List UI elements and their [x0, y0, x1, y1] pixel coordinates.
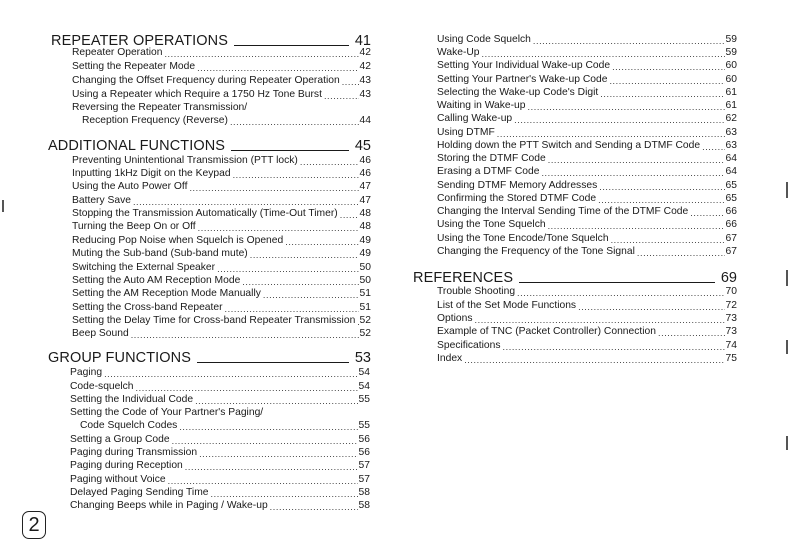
toc-entry[interactable]: Setting Your Individual Wake-up Code ..... 60	[437, 60, 737, 72]
page-number: 2	[22, 511, 46, 539]
toc-entry[interactable]: Paging without Voice ..... 57	[70, 474, 370, 486]
rule	[197, 362, 349, 363]
toc-entry[interactable]: Muting the Sub-band (Sub-band mute) ..... 49	[72, 248, 371, 260]
section-title: GROUP FUNCTIONS	[48, 350, 192, 366]
section-title: ADDITIONAL FUNCTIONS	[48, 138, 226, 154]
toc-entry[interactable]: Setting the Repeater Mode ..... 42	[72, 61, 371, 73]
section-page: 41	[354, 33, 371, 49]
section-heading-references[interactable]	[413, 270, 737, 286]
toc-entry[interactable]: Stopping the Transmission Automatically (Time-Out Timer) ..... 48	[72, 208, 371, 220]
toc-entry[interactable]: Setting the Delay Time for Cross-band Repeater Transmission ..... 52	[72, 315, 371, 327]
toc-entry[interactable]: Setting a Group Code ..... 56	[70, 434, 370, 446]
toc-entry[interactable]: Specifications ..... 74	[437, 340, 737, 352]
toc-entry[interactable]: Erasing a DTMF Code ..... 64	[437, 166, 737, 178]
toc-entry[interactable]: Wake-Up ..... 59	[437, 47, 737, 59]
toc-entry[interactable]: Changing the Frequency of the Tone Signal ..... 67	[437, 246, 737, 258]
toc-entry[interactable]: Changing the Interval Sending Time of the DTMF Code ..... 66	[437, 206, 737, 218]
toc-entry[interactable]: Repeater Operation ..... 42	[72, 47, 371, 59]
toc-entry[interactable]: Battery Save ..... 47	[72, 195, 371, 207]
toc-entry[interactable]: Using the Tone Squelch ..... 66	[437, 219, 737, 231]
toc-entry[interactable]: Options ..... 73	[437, 313, 737, 325]
section-title: REFERENCES	[413, 270, 514, 286]
scan-mark	[786, 182, 788, 198]
toc-entry[interactable]: Storing the DTMF Code ..... 64	[437, 153, 737, 165]
toc-entry[interactable]: Beep Sound ..... 52	[72, 328, 371, 340]
toc-entry[interactable]: Using the Auto Power Off ..... 47	[72, 181, 371, 193]
toc-entry[interactable]: Using DTMF ..... 63	[437, 127, 737, 139]
rule	[519, 282, 715, 283]
scan-mark	[786, 436, 788, 450]
toc-entry[interactable]: Inputting 1kHz Digit on the Keypad ..... 46	[72, 168, 371, 180]
scan-mark	[786, 340, 788, 354]
section-page: 45	[354, 138, 371, 154]
toc-entry[interactable]: Setting the Code of Your Partner's Paging/	[70, 407, 264, 418]
toc-entry[interactable]: Changing Beeps while in Paging / Wake-up ..... 58	[70, 500, 370, 512]
toc-entry[interactable]: Setting Your Partner's Wake-up Code ..... 60	[437, 74, 737, 86]
toc-entry[interactable]: Paging during Reception ..... 57	[70, 460, 370, 472]
toc-entry[interactable]: Paging ..... 54	[70, 367, 370, 379]
toc-entry[interactable]: Calling Wake-up ..... 62	[437, 113, 737, 125]
section-heading-group[interactable]	[48, 350, 371, 366]
toc-entry[interactable]: Setting the Auto AM Reception Mode ..... 50	[72, 275, 371, 287]
toc-entry[interactable]: Reversing the Repeater Transmission/	[72, 102, 248, 113]
toc-entry[interactable]: Turning the Beep On or Off ..... 48	[72, 221, 371, 233]
toc-entry[interactable]: Selecting the Wake-up Code's Digit ..... 61	[437, 87, 737, 99]
toc-entry[interactable]: Setting the Individual Code ..... 55	[70, 394, 370, 406]
toc-entry[interactable]: Confirming the Stored DTMF Code ..... 65	[437, 193, 737, 205]
toc-entry[interactable]: Setting the AM Reception Mode Manually ..... 51	[72, 288, 371, 300]
toc-entry[interactable]: Index ..... 75	[437, 353, 737, 365]
toc-entry[interactable]: Example of TNC (Packet Controller) Connection ..... 73	[437, 326, 737, 338]
toc-entry[interactable]: Trouble Shooting ..... 70	[437, 286, 737, 298]
toc-entry[interactable]: Code-squelch ..... 54	[70, 381, 370, 393]
section-title: REPEATER OPERATIONS	[51, 33, 229, 49]
toc-entry[interactable]: Using a Repeater which Require a 1750 Hz Tone Burst ..... 43	[72, 89, 371, 101]
scan-mark	[786, 270, 788, 286]
section-page: 53	[354, 350, 371, 366]
toc-entry[interactable]: Setting the Cross-band Repeater ..... 51	[72, 302, 371, 314]
rule	[231, 150, 349, 151]
toc-entry[interactable]: Waiting in Wake-up ..... 61	[437, 100, 737, 112]
toc-entry[interactable]: Reducing Pop Noise when Squelch is Opened ..... 49	[72, 235, 371, 247]
toc-entry[interactable]: Changing the Offset Frequency during Repeater Operation ..... 43	[72, 75, 371, 87]
toc-entry[interactable]: Sending DTMF Memory Addresses ..... 65	[437, 180, 737, 192]
toc-entry[interactable]: List of the Set Mode Functions ..... 72	[437, 300, 737, 312]
toc-entry[interactable]: Holding down the PTT Switch and Sending a DTMF Code ..... 63	[437, 140, 737, 152]
toc-entry[interactable]: Preventing Unintentional Transmission (PTT lock) ..... 46	[72, 155, 371, 167]
toc-entry[interactable]: Switching the External Speaker ..... 50	[72, 262, 371, 274]
rule	[234, 45, 349, 46]
toc-entry[interactable]: Using Code Squelch ..... 59	[437, 34, 737, 46]
scan-mark	[2, 200, 4, 212]
toc-entry[interactable]: Paging during Transmission ..... 56	[70, 447, 370, 459]
section-page: 69	[720, 270, 737, 286]
toc-entry[interactable]: Using the Tone Encode/Tone Squelch ..... 67	[437, 233, 737, 245]
section-heading-additional[interactable]	[48, 138, 371, 154]
toc-entry[interactable]: Reception Frequency (Reverse) ..... 44	[82, 115, 371, 127]
toc-entry[interactable]: Delayed Paging Sending Time ..... 58	[70, 487, 370, 499]
toc-entry[interactable]: Code Squelch Codes ..... 55	[80, 420, 370, 432]
